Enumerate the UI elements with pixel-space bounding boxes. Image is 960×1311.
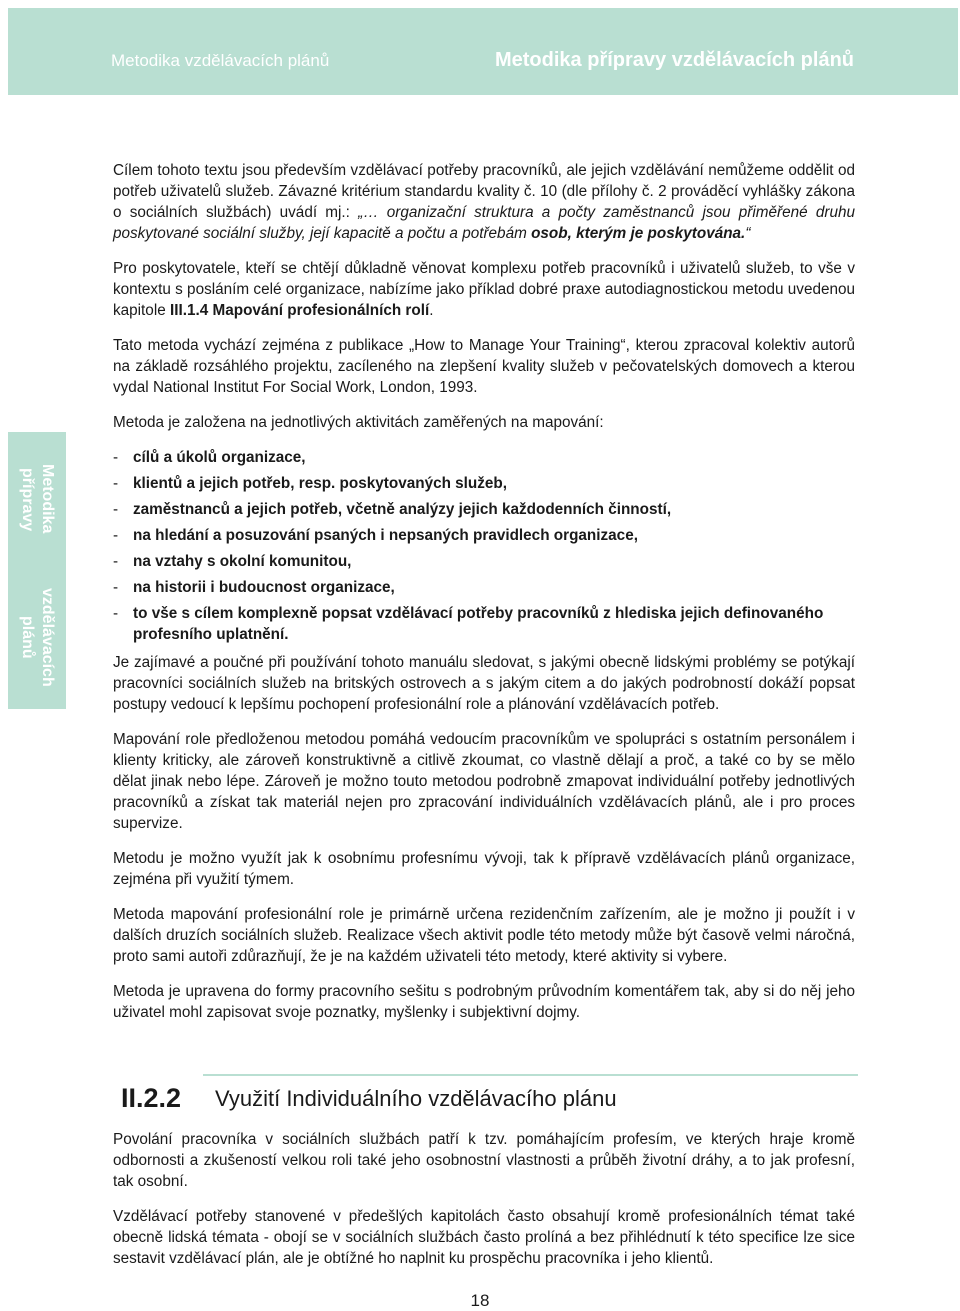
intro-paragraph — [113, 160, 855, 244]
intro-text: Cílem tohoto textu jsou především vzdělávací potřeby pracovníků, ale jejich vzdělávání nemůžeme oddělit od potřeb uživatelů služeb. Závazné kritérium standardu kvality č. 10 (dle přílohy č. 2 prováděcí vyhlášky zákona o sociálních službách) uvádí mj.: — [113, 162, 855, 221]
list-dash: - — [113, 605, 119, 622]
paragraph-2-reference: III.1.4 Mapování profesionálních rolí — [169, 302, 430, 319]
list-item: - na vztahy s okolní komunitou, — [113, 553, 352, 570]
list-dash: - — [113, 475, 119, 492]
list-dash: - — [113, 553, 119, 570]
list-item: - to vše s cílem komplexně popsat vzdělávací potřeby pracovníků z hlediska jejich definovaného profesního uplatnění. — [113, 605, 824, 643]
list-item: - na hledání a posuzování psaných i nepsaných pravidlech organizace, — [113, 527, 638, 544]
list-item: - zaměstnanců a jejich potřeb, včetně analýzy jejich každodenních činností, — [113, 501, 672, 518]
side-tab-label — [8, 432, 66, 709]
intro-quote-bold: osob, kterým je poskytována. — [531, 225, 746, 242]
paragraph-5: Je zajímavé a poučné při používání tohoto manuálu sledovat, s jakými obecně lidskými problémy se potýkají pracovníci sociálních služeb na britských ostrovech a s jakým citem a do jakých podrobností dokáží popsat postupy vedoucí k lepšímu pochopení profesionální role a plánování vzdělávacích potřeb. — [113, 654, 855, 713]
list-item: - na historii i budoucnost organizace, — [113, 579, 395, 596]
page-number: 18 — [470, 1291, 490, 1310]
mapping-list — [113, 447, 855, 645]
section-content — [113, 1129, 855, 1283]
list-dash: - — [113, 527, 119, 544]
header-left-title: Metodika vzdělávacích plánů — [111, 51, 330, 70]
page-header — [8, 8, 958, 95]
list-item: - klientů a jejich potřeb, resp. poskytovaných služeb, — [113, 475, 508, 492]
list-dash: - — [113, 449, 119, 466]
paragraph-2 — [113, 258, 855, 321]
paragraph-10: Povolání pracovníka v sociálních službách patří k tzv. pomáhajícím profesím, ve kterých hraje kromě odbornosti a zkušeností velkou roli také jeho osobnostní vlastnosti a průběh životní dráhy, a to jak profesní, tak osobní. — [113, 1131, 855, 1190]
paragraph-7: Metodu je možno využít jak k osobnímu profesnímu vývoji, tak k přípravě vzdělávacích plánů organizace, zejména při využití týmem. — [113, 850, 855, 888]
paragraph-9: Metoda je upravena do formy pracovního sešitu s podrobným průvodním komentářem tak, aby si do něj jeho uživatel mohl zapisovat svoje poznatky, myšlenky i subjektivní dojmy. — [113, 983, 855, 1021]
paragraph-2-end: . — [429, 302, 434, 319]
list-dash: - — [113, 501, 119, 518]
section-title: Využití Individuálního vzdělávacího plánu — [215, 1086, 617, 1111]
header-right-title: Metodika přípravy vzdělávacích plánů — [494, 49, 854, 71]
paragraph-8: Metoda mapování profesionální role je primárně určena rezidenčním zařízením, ale je možno ji použít i v dalších druzích sociálních služeb. Realizace všech aktivit podle této metody může být časově velmi náročná, proto sami autoři zdůrazňují, že je na každém uživateli této metody, které aktivity si vybere. — [113, 906, 855, 965]
side-tab — [8, 432, 66, 709]
section-number: II.2.2 — [121, 1083, 182, 1113]
paragraph-2-text: Pro poskytovatele, kteří se chtějí důkladně věnovat komplexu potřeb pracovníků i uživatelů služeb, to vše v kontextu s posláním celé organizace, nabízíme jako příklad dobré praxe autodiagnostickou metodu uvedenou kapitole — [113, 260, 855, 319]
paragraph-6: Mapování role předloženou metodou pomáhá vedoucím pracovníkům ve spolupráci s ostatním personálem i klienty kriticky, ale zároveň konstruktivně a citlivě zkoumat, co vlastně dělají a proč, a také co by se mělo dělat jinak nebo lépe. Zároveň je možno touto metodou podrobně zmapovat individuální potřeby jednotlivých pracovníků a získat tak materiál nejen pro zpracování individuálních vzdělávacích plánů, ale i pro proces supervize. — [113, 731, 855, 832]
paragraph-3: Tato metoda vychází zejména z publikace „How to Manage Your Training“, kterou zpracoval kolektiv autorů na základě rozsáhlého projektu, zacíleného na zlepšení kvality služeb v pečovatelských domovech a kterou vydal National Institut For Social Work, London, 1993. — [113, 337, 855, 396]
paragraph-11: Vzdělávací potřeby stanovené v předešlých kapitolách často obsahují kromě profesionálních témat také obecně lidská témata - obojí se v sociálních službách často prolíná a bez přihlédnutí k této specifice lze sice sestavit vzdělávací plán, ale je obtížné ho naplnit ku prospěchu pracovníka i jeho klientů. — [113, 1208, 855, 1267]
paragraph-4: Metoda je založena na jednotlivých aktivitách zaměřených na mapování: — [113, 414, 604, 431]
intro-quote: „… organizační struktura a počty zaměstnanců jsou přiměřené druhu poskytované sociální služby, její kapacitě a počtu a potřebám — [113, 204, 855, 242]
section-rule — [203, 1074, 858, 1076]
side-tab-line2: vzdělávacích plánů — [19, 588, 56, 687]
side-tab-line1: Metodika přípravy — [19, 464, 56, 534]
main-content — [113, 160, 855, 1037]
list-dash: - — [113, 579, 119, 596]
intro-quote-end: “ — [745, 225, 751, 242]
list-item: - cílů a úkolů organizace, — [113, 449, 306, 466]
section-heading — [113, 1074, 858, 1120]
